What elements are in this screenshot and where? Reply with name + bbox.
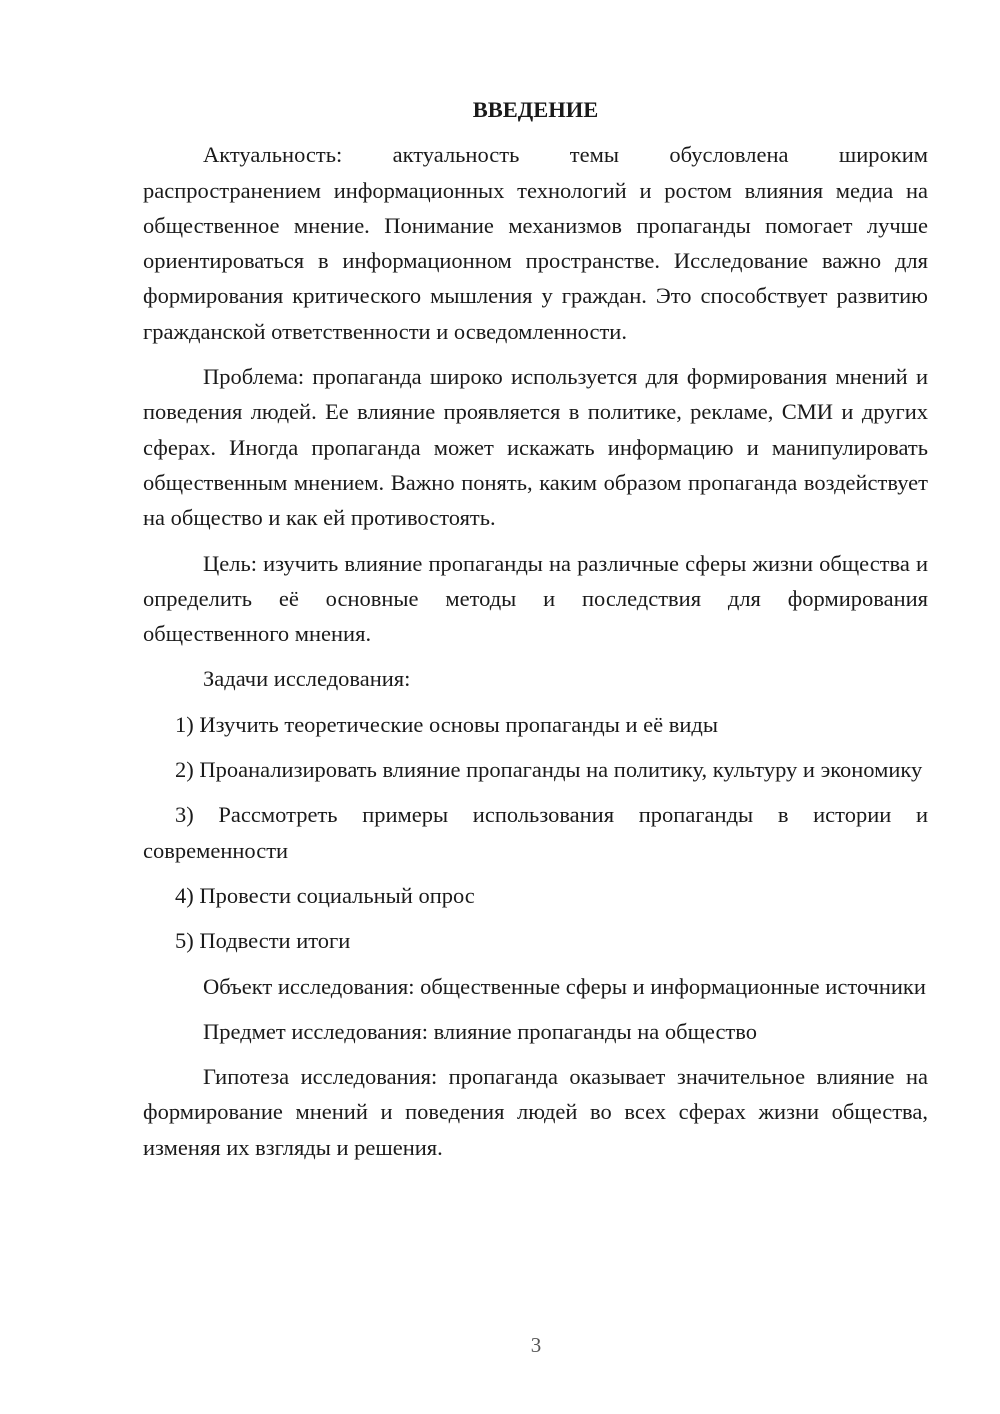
page-number: 3: [530, 1333, 542, 1357]
task-item-2: 2) Проанализировать влияние пропаганды на политику, культуру и экономику: [175, 757, 923, 783]
task-item-3: 3) Рассмотреть примеры использования пропаганды в истории и современности: [143, 802, 928, 863]
page-content: [143, 92, 928, 1175]
paragraph-goal: Цель: изучить влияние пропаганды на различные сферы жизни общества и определить её основные методы и последствия для формирования общественного мнения.: [143, 550, 928, 647]
paragraph-problem: Проблема: пропаганда широко используется для формирования мнений и поведения людей. Ее влияние проявляется в политике, рекламе, СМИ и других сферах. Иногда пропаганда может искажать информацию и манипулировать общественным мнением. Важно понять, каким образом пропаганда воздействует на общество и как ей противостоять.: [143, 364, 928, 531]
paragraph-object: Объект исследования: общественные сферы и информационные источники: [203, 973, 926, 999]
paragraph-hypothesis: Гипотеза исследования: пропаганда оказывает значительное влияние на формирование мнений и поведения людей во всех сферах жизни общества, изменяя их взгляды и решения.: [143, 1064, 928, 1160]
section-heading: ВВЕДЕНИЕ: [472, 97, 599, 122]
paragraph-relevance: Актуальность: актуальность темы обусловлена широким распространением информационных технологий и ростом влияния медиа на общественное мнение. Понимание механизмов пропаганды помогает лучше ориентироваться в информационном пространстве. Исследование важно для формирования критического мышления у граждан. Это способствует развитию гражданской ответственности и осведомленности.: [143, 142, 928, 344]
task-item-5: 5) Подвести итоги: [175, 928, 351, 954]
task-item-4: 4) Провести социальный опрос: [175, 882, 475, 908]
paragraph-subject: Предмет исследования: влияние пропаганды на общество: [203, 1018, 757, 1044]
paragraph-tasks-title: Задачи исследования:: [203, 666, 411, 692]
task-item-1: 1) Изучить теоретические основы пропаганды и её виды: [175, 711, 718, 737]
